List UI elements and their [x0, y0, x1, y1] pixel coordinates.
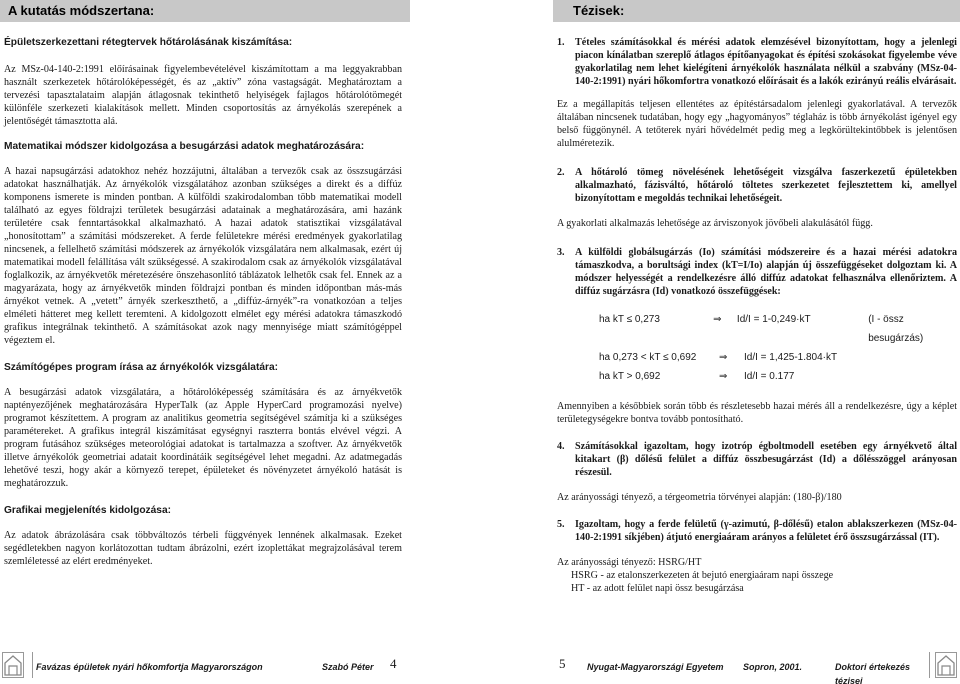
footer-title: Doktori értekezés tézisei — [835, 662, 911, 684]
footer-place: Sopron, 2001. — [743, 662, 803, 672]
footer-university: Nyugat-Magyarországi Egyetem — [587, 662, 724, 672]
right-page — [553, 0, 960, 684]
thesis-number: 1. — [557, 37, 565, 48]
thesis-4 — [557, 440, 957, 479]
left-footer — [0, 652, 410, 684]
section-heading: Épületszerkezettani rétegtervek hőtárolásának kiszámítása: — [4, 37, 293, 48]
page-number: 5 — [559, 656, 566, 671]
university-logo-icon — [2, 652, 24, 678]
thesis-5 — [557, 518, 957, 544]
paragraph: Ez a megállapítás teljesen ellentétes az építéstársadalom jelenlegi gyakorlatával. A tervezők általában nincsenek tudatában, hogy egy „hagyományos” téglaház is több árnyékolást igényel egy belső függönynél. A tetőterek nyári hővédelmét pedig meg a legkörültekintőbbek is jelentősen alulméretezik. — [557, 99, 957, 149]
paragraph: Az adatok ábrázolására csak többváltozós térbeli függvények lennének alkalmasak. Ezeket segédletekben nagyon korlátozottan tudtam ábrázolni, ezért izoplettákat megrajzolásával terem szemléletessé az elért eredményeket. — [4, 530, 402, 567]
thesis-text: A hőtároló tömeg növelésének lehetőségeit vizsgálva faszerkezetű épületekben alkalmazható, fázisváltó, hőtároló töltetes szerkezetet fejlesztettem ki, amellyel bizonyítottam e megoldás technikai lehetőségeit. — [575, 167, 957, 204]
right-header: Tézisek: — [553, 0, 960, 22]
thesis-3 — [557, 246, 957, 298]
footer-title: Favázas épületek nyári hőkomfortja Magyarországon — [36, 662, 263, 672]
left-page — [0, 0, 410, 684]
paragraph: HSRG - az etalonszerkezeten át bejutó energiaáram napi összege — [571, 570, 834, 581]
paragraph: A besugárzási adatok vizsgálatára, a hőtárolóképesség számítására és az árnyékvetők naptényezőjének meghatározására HyperTalk (az Apple HyperCard programozási nyelve) programot készítettem. A program az analitikus geometria segítségével számítja ki a szükséges paramétereket. A grafikus integrál kiszámításat egységnyi raszterra bontás elvével végzi. A program futásához szükséges meteorológiai adatokat is tartalmazza a szoftver. Az árnyékvetők illetve árnyékolók geometriai adatait koordinátáik segítségével lehet megadni. Az adatmegadás lehetővé teszi, hogy akár a környező terepet, épületeket és növényzetet árnyékoló hatását is meghatározzuk. — [4, 387, 402, 489]
university-logo-icon — [935, 652, 957, 678]
thesis-number: 4. — [557, 441, 565, 452]
paragraph: A hazai napsugárzási adatokhoz nehéz hozzájutni, általában a tervezők csak az összsugárzási adatokat használhatják. Az árnyékolók vizsgálatához azonban szükséges a direkt és a diffúz komponens ismerete is minden pontban. A külföldi szakirodalomban több matematikai modell található az egyes földrajzi területek besugárzási adatainak a meghatározására, ami hazánk területére csak fenntartásokkal alkalmazható. A hazai adatok statisztikai vizsgálatával „honosítottam” a számítási módszereket. A ferde felületekre mérési eredmények gyakorlatilag nincsenek, a fellelhető számítási módszerek az árnyékolók vizsgálatára nem alkalmasak, ezért új matematikai modell felállítása vált szükségessé. A szakirodalom csak az árnyékolók vizsgálatával foglalkozik, az árnyékvetők méretezésére önszehasonlító táblázatok lelhetők csak fel. Ennek az a magyarázata, hogy az árnyékvetők minden földrajzi pontban és minden időpontban más-más árnyékot vetnek. A „vetett” árnyék szerkeszthető, a „diffúz-árnyék”-ra vonatkozóan a teljes elméleti hátteret meg kellett teremteni. A kidolgozott elmélet egy mérési adatokra támaszkodó grafikus integrálnak tekinthető. A számításokat azok nagy mennyisége miatt számítógéppel végeztem el. — [4, 166, 402, 346]
formula-row: ha kT ≤ 0,273 ⇒ Id/I = 1-0,249·kT (I - össz besugárzás) — [599, 314, 924, 344]
formula-block — [557, 310, 957, 386]
right-footer — [553, 652, 960, 684]
thesis-number: 2. — [557, 167, 565, 178]
paragraph: Az arányossági tényező: HSRG/HT — [557, 557, 702, 568]
section-heading: Számítógépes program írása az árnyékolók vizsgálatára: — [4, 362, 279, 373]
thesis-2 — [557, 166, 957, 205]
footer-author: Szabó Péter — [322, 662, 374, 672]
thesis-text: Igazoltam, hogy a ferde felületű (γ-azimutú, β-dőlésű) etalon ablakszerkezen (MSz-04-140-2:1991 síkjében) átjutó energiaáram arányos a felületet érő összsugárzással (IT). — [575, 519, 957, 543]
thesis-number: 3. — [557, 247, 565, 258]
paragraph: A gyakorlati alkalmazás lehetősége az árviszonyok jövőbeli alakulásától függ. — [557, 218, 873, 229]
section-heading: Grafikai megjelenítés kidolgozása: — [4, 505, 172, 516]
paragraph: HT - az adott felület napi össz besugárzása — [571, 583, 744, 594]
thesis-1 — [557, 36, 957, 88]
thesis-number: 5. — [557, 519, 565, 530]
formula-row: ha 0,273 < kT ≤ 0,692 ⇒ Id/I = 1,425-1.804·kT — [599, 352, 838, 363]
thesis-text: Tételes számításokkal és mérési adatok elemzésével bizonyítottam, hogy a jelenlegi piacon kínálatban szereplő átlagos építőanyagokat és építési szokásokat figyelembe véve gyakorlatilag nem lehet kielégíteni árnyékolók használata nélkül a szabvány (MSz-04-140-2:1991) nyári hőkomfortra vonatkozó előírásait és a lakók ezirányú reális elvárásait. — [575, 37, 957, 87]
page-number: 4 — [390, 656, 397, 671]
thesis-text: Számításokkal igazoltam, hogy izotróp égboltmodell esetében egy árnyékvető által kitakart (β) dőlésű felület a diffúz összbesugárzást (Id) a dőlésszöggel arányosan részesül. — [575, 441, 957, 478]
thesis-text: A külföldi globálsugárzás (Io) számítási módszereire és a hazai mérési adatokra támaszkodva, a borultsági index (kT=I/Io) alapján új összefüggéseket dolgoztam ki. A módszer helyességét a rendelkezésre álló diffúz adatokat felhasználva ellenőriztem. A diffúz sugárzásra (Id) vonatkozó összefüggések: — [575, 247, 957, 297]
paragraph: Az MSz-04-140-2:1991 előírásainak figyelembevételével kiszámítottam a ma leggyakrabban használt szerkezetek hőtárolóképességét, és az „aktív” zóna vastagságát. Meghatároztam a tervezési tapasztalataim alapján átlagosnak tekinthető helyiségek fajlagos hőtárolótömegét különféle szerkezeti kialakítások mellett. Minden csoportosítás az árnyékolás szerepének a jelentőségét támasztotta alá. — [4, 64, 402, 127]
paragraph: Az arányossági tényező, a térgeometria törvényei alapján: (180-β)/180 — [557, 492, 842, 503]
left-header: A kutatás módszertana: — [0, 0, 410, 22]
paragraph: Amennyiben a későbbiek során több és részletesebb hazai mérés áll a rendelkezésre, úgy a képlet területegységekre bontva tovább pontosítható. — [557, 401, 957, 425]
right-body — [557, 36, 957, 595]
left-body — [4, 36, 402, 568]
formula-row: ha kT > 0,692 ⇒ Id/I = 0.177 — [599, 371, 795, 382]
section-heading: Matematikai módszer kidolgozása a besugárzási adatok meghatározására: — [4, 141, 365, 152]
